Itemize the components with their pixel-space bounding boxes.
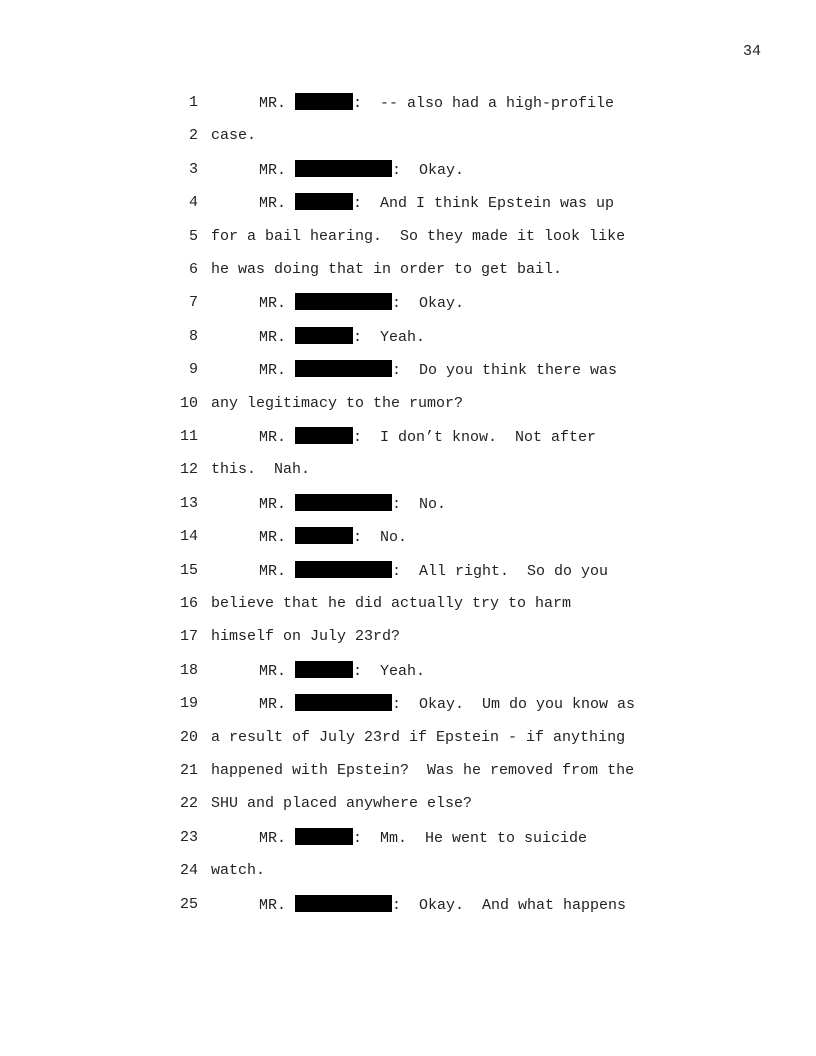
line-number: 13 bbox=[179, 494, 198, 512]
line-text: any legitimacy to the rumor? bbox=[211, 394, 464, 412]
line-text: case. bbox=[211, 127, 257, 145]
line-content: : Okay. bbox=[392, 161, 465, 179]
line-content: : Okay. And what happens bbox=[392, 896, 627, 914]
line-text bbox=[259, 93, 614, 114]
line-content: : I don’t know. Not after bbox=[353, 429, 597, 446]
line-text bbox=[259, 527, 407, 548]
line-number: 8 bbox=[188, 327, 198, 345]
speaker-label: MR. bbox=[259, 562, 296, 580]
line-content: : Okay. Um do you know as bbox=[392, 696, 636, 714]
line-text: SHU and placed anywhere else? bbox=[211, 795, 473, 813]
redaction-box bbox=[295, 828, 353, 845]
redaction-box bbox=[295, 561, 392, 578]
line-number: 6 bbox=[188, 261, 198, 278]
line-text: happened with Epstein? Was he removed from the bbox=[211, 762, 635, 779]
line-number: 16 bbox=[179, 595, 198, 612]
line-content: : Okay. bbox=[392, 295, 465, 313]
line-text: this. Nah. bbox=[211, 461, 311, 479]
line-text bbox=[259, 160, 464, 181]
page-number: 34 bbox=[743, 43, 762, 60]
line-text bbox=[259, 193, 614, 214]
speaker-label: MR. bbox=[259, 662, 296, 680]
speaker-label: MR. bbox=[259, 95, 296, 112]
redaction-box bbox=[295, 427, 353, 444]
speaker-label: MR. bbox=[259, 195, 296, 213]
line-number: 1 bbox=[188, 94, 198, 111]
line-text bbox=[259, 293, 464, 314]
speaker-label: MR. bbox=[259, 161, 296, 179]
line-content: : Yeah. bbox=[353, 662, 426, 680]
line-number: 18 bbox=[179, 661, 198, 679]
redaction-box bbox=[295, 193, 353, 210]
line-text bbox=[259, 360, 617, 381]
line-number: 24 bbox=[179, 862, 198, 880]
line-text bbox=[259, 327, 425, 348]
line-number: 14 bbox=[179, 528, 198, 546]
line-number: 11 bbox=[179, 428, 198, 445]
redaction-box bbox=[295, 527, 353, 544]
line-number: 17 bbox=[179, 628, 198, 646]
line-text bbox=[259, 895, 626, 916]
line-number: 25 bbox=[179, 895, 198, 913]
redaction-box bbox=[295, 160, 392, 177]
speaker-label: MR. bbox=[259, 295, 296, 313]
speaker-label: MR. bbox=[259, 495, 296, 513]
redaction-box bbox=[295, 360, 392, 377]
line-text bbox=[259, 427, 596, 448]
line-number: 23 bbox=[179, 828, 198, 846]
line-content: : -- also had a high-profile bbox=[353, 95, 615, 112]
line-text bbox=[259, 694, 635, 715]
line-number: 5 bbox=[188, 227, 198, 245]
line-content: : Mm. He went to suicide bbox=[353, 829, 588, 847]
speaker-label: MR. bbox=[259, 429, 296, 446]
redaction-box bbox=[295, 327, 353, 344]
line-content: : Do you think there was bbox=[392, 362, 618, 380]
line-text bbox=[259, 828, 587, 849]
speaker-label: MR. bbox=[259, 529, 296, 547]
line-number: 22 bbox=[179, 795, 198, 813]
line-content: : And I think Epstein was up bbox=[353, 195, 615, 213]
line-number: 7 bbox=[188, 294, 198, 312]
speaker-label: MR. bbox=[259, 829, 296, 847]
line-number: 4 bbox=[188, 194, 198, 212]
line-content: : No. bbox=[353, 529, 408, 547]
line-text: for a bail hearing. So they made it look like bbox=[211, 227, 626, 245]
line-text: watch. bbox=[211, 862, 266, 880]
line-number: 15 bbox=[179, 561, 198, 579]
line-number: 20 bbox=[179, 728, 198, 746]
line-number: 10 bbox=[179, 394, 198, 412]
line-number: 21 bbox=[179, 762, 198, 779]
redaction-box bbox=[295, 93, 353, 110]
line-content: : All right. So do you bbox=[392, 562, 609, 580]
line-number: 3 bbox=[188, 160, 198, 178]
redaction-box bbox=[295, 494, 392, 511]
redaction-box bbox=[295, 895, 392, 912]
line-number: 12 bbox=[179, 461, 198, 479]
speaker-label: MR. bbox=[259, 896, 296, 914]
speaker-label: MR. bbox=[259, 696, 296, 714]
line-text bbox=[259, 561, 608, 582]
redaction-box bbox=[295, 694, 392, 711]
line-text bbox=[259, 661, 425, 682]
line-text: believe that he did actually try to harm bbox=[211, 595, 572, 612]
line-text: a result of July 23rd if Epstein - if anything bbox=[211, 728, 626, 746]
line-number: 2 bbox=[188, 127, 198, 145]
line-number: 19 bbox=[179, 695, 198, 713]
line-number: 9 bbox=[188, 361, 198, 379]
line-content: : Yeah. bbox=[353, 328, 426, 346]
line-content: : No. bbox=[392, 495, 447, 513]
speaker-label: MR. bbox=[259, 328, 296, 346]
redaction-box bbox=[295, 661, 353, 678]
speaker-label: MR. bbox=[259, 362, 296, 380]
redaction-box bbox=[295, 293, 392, 310]
line-text: he was doing that in order to get bail. bbox=[211, 261, 563, 278]
line-text bbox=[259, 494, 446, 515]
line-text: himself on July 23rd? bbox=[211, 628, 401, 646]
